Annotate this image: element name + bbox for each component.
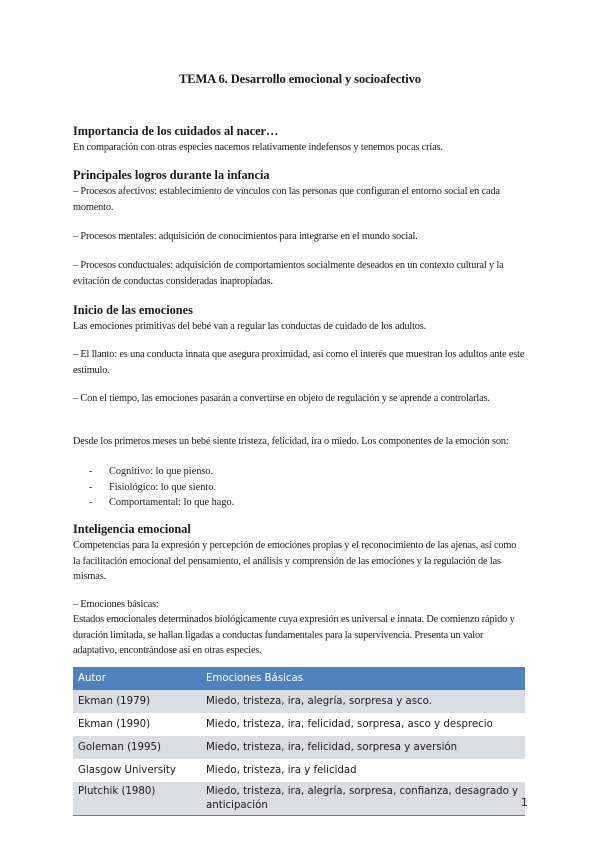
- paragraph-competencias: Competencias para la expresión y percepción de emociones propias y el reconocimiento de las ajenas, así como la facilitación emocional del pensamiento, el análisis y comprensión de las emociones y la regulación de las mismas.: [73, 540, 517, 582]
- paragraph-cuidados: En comparación con otras especies nacemos relativamente indefensos y tenemos pocas crías.: [73, 142, 443, 153]
- page-number: 1: [521, 796, 528, 809]
- heading-inteligencia-emocional: Inteligencia emocional: [73, 522, 191, 536]
- list-item: - Fisiológico: lo que siento.: [89, 481, 216, 493]
- table-cell-autor: Plutchik (1980): [73, 782, 201, 816]
- table-header-autor: Autor: [73, 667, 201, 690]
- paragraph-emociones-basicas: Estados emocionales determinados biológicamente cuya expresión es universal e innata. De comienzo rápido y duración limitada, se hallan ligadas a conductas fundamentales para la supervivencia. Presenta un valor adaptativo, encontrándose así en otras especies.: [73, 614, 515, 656]
- table-cell-emociones: Miedo, tristeza, ira, felicidad, sorpresa, asco y desprecio: [206, 719, 493, 730]
- table-row: [73, 690, 525, 714]
- paragraph-regulacion: – Con el tiempo, las emociones pasarán a convertirse en objeto de regulación y se aprende a controlarlas.: [73, 393, 490, 404]
- table-cell-autor: Ekman (1990): [78, 719, 151, 730]
- table-cell-emociones: Miedo, tristeza, ira, alegría, sorpresa, confianza, desagrado y anticipación: [201, 782, 525, 816]
- document-title: TEMA 6. Desarrollo emocional y socioafectivo: [179, 72, 421, 86]
- label-emociones-basicas: – Emociones básicas:: [73, 599, 159, 610]
- table-cell-emociones: Miedo, tristeza, ira, felicidad, sorpresa y aversión: [201, 736, 525, 759]
- table-cell-autor: Ekman (1979): [73, 690, 201, 714]
- list-item: - Cognitivo: lo que pienso.: [89, 466, 214, 477]
- heading-logros: Principales logros durante la infancia: [73, 168, 270, 182]
- list-item: - Comportamental: lo que hago.: [89, 497, 235, 508]
- heading-cuidados: Importancia de los cuidados al nacer…: [73, 124, 279, 138]
- componentes-list: [89, 464, 234, 511]
- table-header-emociones: Emociones Básicas: [201, 667, 525, 690]
- table-row: [73, 713, 525, 736]
- table-row: [73, 782, 525, 816]
- table-header-row: [73, 667, 525, 690]
- paragraph-procesos-afectivos: – Procesos afectivos: establecimiento de vínculos con las personas que configuran el entorno social en cada momento.: [73, 186, 500, 213]
- paragraph-llanto: – El llanto: es una conducta innata que asegura proximidad, así como el interés que muestran los adultos ante este estímulo.: [73, 349, 525, 376]
- emociones-table: [73, 667, 525, 816]
- table-cell-autor: Glasgow University: [78, 765, 176, 776]
- paragraph-componentes: Desde los primeros meses un bebé siente tristeza, felicidad, ira o miedo. Los componentes de la emoción son:: [73, 436, 509, 447]
- paragraph-procesos-mentales: – Procesos mentales: adquisición de conocimientos para integrarse en el mundo social.: [73, 231, 418, 242]
- table-row: [73, 759, 525, 782]
- paragraph-emociones-primitivas: Las emociones primitivas del bebé van a regular las conductas de cuidado de los adultos.: [73, 321, 427, 332]
- table-cell-emociones: Miedo, tristeza, ira, alegría, sorpresa y asco.: [201, 690, 525, 714]
- table-cell-autor: Goleman (1995): [73, 736, 201, 759]
- table-row: [73, 736, 525, 759]
- heading-inicio-emociones: Inicio de las emociones: [73, 303, 193, 317]
- table-cell-emociones: Miedo, tristeza, ira y felicidad: [206, 765, 357, 776]
- paragraph-procesos-conductuales: – Procesos conductuales: adquisición de comportamientos socialmente deseados en un contexto cultural y la evitación de conductas consideradas inapropiadas.: [73, 260, 504, 287]
